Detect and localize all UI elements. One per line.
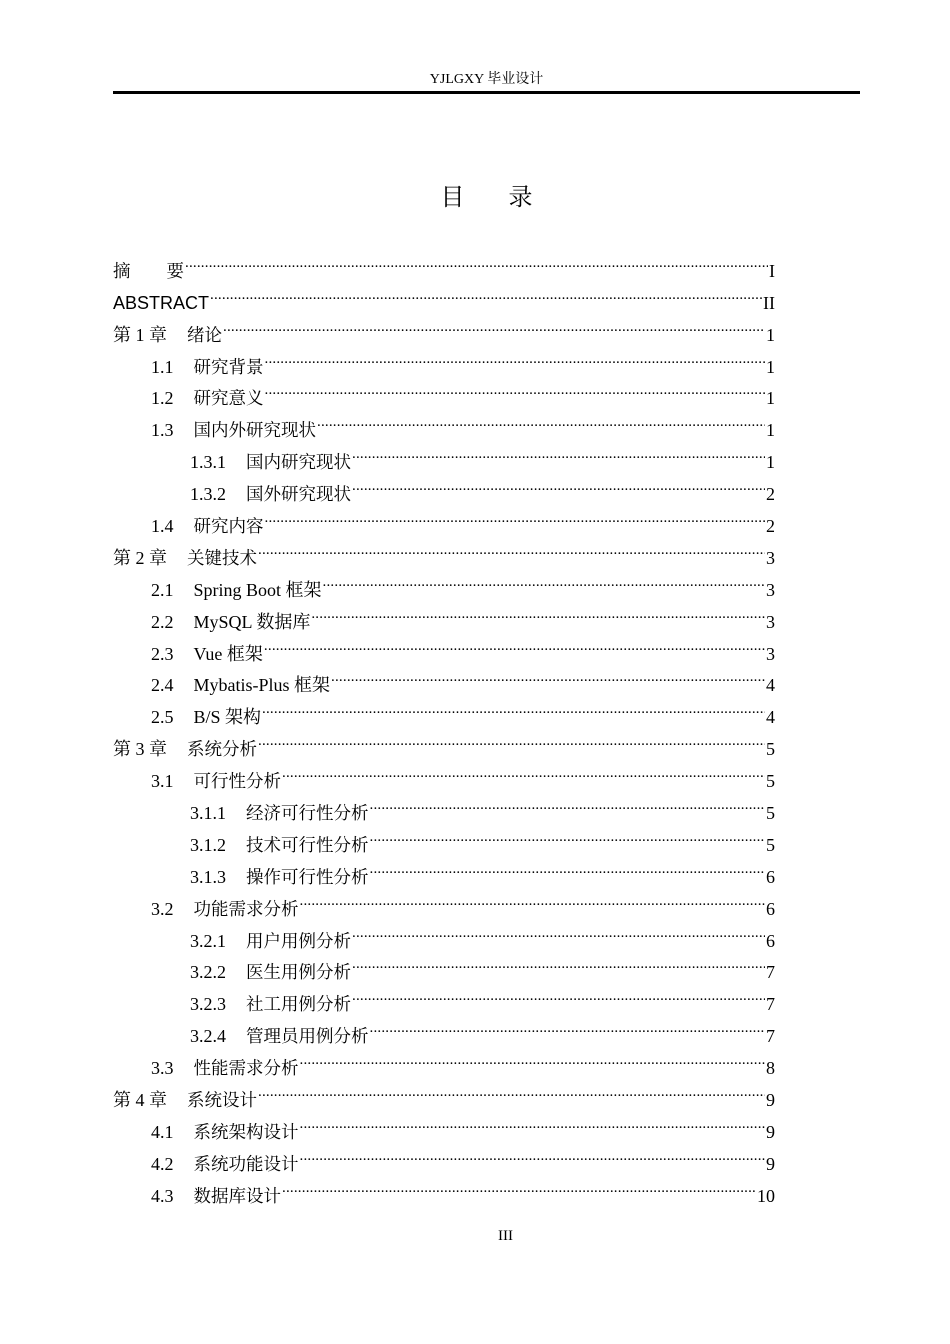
dot-leader	[300, 1138, 766, 1170]
toc-entry-number: 4.3	[151, 1185, 174, 1206]
toc-entry-number: 1.3.2	[190, 484, 226, 505]
toc-entry-title: 功能需求分析	[193, 899, 299, 920]
toc-entry-title: 可行性分析	[193, 772, 281, 793]
dot-leader	[323, 564, 765, 596]
toc-entry-title: 用户用例分析	[246, 931, 351, 952]
dot-leader	[223, 309, 765, 341]
toc-entry-number: 3.1.3	[190, 866, 226, 887]
toc-entry-title: 经济可行性分析	[246, 804, 369, 825]
toc-entry-title: 国外研究现状	[246, 485, 351, 506]
toc-entry-title: 系统分析	[187, 740, 257, 761]
toc-entry-title: 摘要	[113, 261, 184, 282]
toc-entry-title: 系统架构设计	[193, 1122, 299, 1143]
toc-entry-number: 1.1	[151, 356, 174, 377]
toc-entry-page: 1	[766, 452, 775, 473]
toc-entry-page: 1	[766, 420, 775, 441]
dot-leader	[300, 1042, 766, 1074]
toc-entry-title: 研究背景	[193, 357, 264, 378]
toc-entry-number: 2.2	[151, 611, 174, 632]
toc-entry-page: 5	[766, 834, 775, 855]
dot-leader	[210, 277, 762, 309]
toc-entry-page: 5	[766, 771, 775, 792]
toc-entry-page: II	[763, 292, 775, 313]
toc-entry-page: 3	[766, 643, 775, 664]
toc-title: 目录	[440, 183, 577, 211]
toc-entry-title: Mybatis-Plus 框架	[193, 675, 331, 696]
table-of-contents	[113, 245, 775, 1207]
toc-entry-page: 2	[766, 484, 775, 505]
toc-entry-page: 7	[766, 1026, 775, 1047]
toc-entry-page: 1	[766, 388, 775, 409]
toc-entry-number: 3.2.3	[190, 994, 226, 1015]
toc-entry-title: 关键技术	[187, 548, 257, 569]
toc-entry-number: 2.5	[151, 707, 174, 728]
toc-entry-number: 3.2.2	[190, 962, 226, 983]
toc-entry-title: 医生用例分析	[246, 963, 351, 984]
toc-entry-title: 系统设计	[187, 1091, 257, 1112]
dot-leader	[258, 532, 765, 564]
toc-entry-page: 8	[766, 1058, 775, 1079]
toc-entry-page: 3	[766, 611, 775, 632]
toc-entry-page: 9	[766, 1153, 775, 1174]
dot-leader	[370, 819, 766, 851]
toc-entry-page: I	[769, 260, 775, 281]
dot-leader	[300, 883, 766, 915]
dot-leader	[352, 915, 765, 947]
toc-entry-title: 社工用例分析	[246, 995, 351, 1016]
dot-leader	[258, 723, 765, 755]
toc-entry-page: 9	[766, 1121, 775, 1142]
dot-leader	[262, 691, 765, 723]
toc-entry[interactable]	[113, 309, 775, 346]
toc-entry-number: 1.2	[151, 388, 174, 409]
dot-leader	[370, 851, 766, 883]
dot-leader	[265, 500, 766, 532]
toc-entry-title: 国内外研究现状	[193, 421, 316, 442]
toc-entry-title: 绪论	[187, 325, 222, 346]
toc-entry-number: 2.4	[151, 675, 174, 696]
dot-leader	[265, 341, 766, 373]
toc-entry-page: 7	[766, 962, 775, 983]
dot-leader	[185, 245, 768, 277]
toc-entry-page: 5	[766, 803, 775, 824]
toc-entry-title: 国内研究现状	[246, 453, 351, 474]
toc-entry-number: 4.1	[151, 1121, 174, 1142]
dot-leader	[352, 436, 765, 468]
dot-leader	[282, 755, 765, 787]
toc-entry-number: 3.1.1	[190, 803, 226, 824]
toc-entry-title: 数据库设计	[193, 1186, 281, 1207]
toc-entry[interactable]	[113, 245, 775, 282]
toc-entry-page: 10	[757, 1185, 775, 1206]
toc-entry-number: 3.2	[151, 898, 174, 919]
toc-entry-number: 2.3	[151, 643, 174, 664]
toc-entry-number: 2.1	[151, 579, 174, 600]
dot-leader	[300, 1106, 766, 1138]
toc-entry-title: ABSTRACT	[113, 292, 210, 313]
toc-entry-number: 3.2.1	[190, 930, 226, 951]
toc-entry-page: 7	[766, 994, 775, 1015]
toc-entry-number: 1.3.1	[190, 452, 226, 473]
page-header: YJLGXY 毕业设计	[429, 72, 544, 87]
toc-entry-page: 6	[766, 930, 775, 951]
toc-entry-page: 1	[766, 356, 775, 377]
dot-leader	[317, 404, 765, 436]
toc-entry-page: 9	[766, 1090, 775, 1111]
toc-entry-title: Spring Boot 框架	[193, 579, 322, 600]
toc-entry-title: 研究内容	[193, 517, 264, 538]
toc-entry[interactable]	[113, 277, 775, 313]
dot-leader	[352, 978, 765, 1010]
dot-leader	[282, 1170, 756, 1202]
dot-leader	[331, 660, 765, 692]
header-rule	[113, 91, 860, 94]
toc-entry-page: 6	[766, 898, 775, 919]
dot-leader	[264, 628, 765, 660]
page-number: III	[498, 1228, 513, 1244]
dot-leader	[311, 596, 765, 628]
toc-entry-number: 第 2 章	[113, 547, 167, 568]
dot-leader	[352, 947, 765, 979]
toc-entry-page: 3	[766, 547, 775, 568]
toc-entry-number: 3.1.2	[190, 834, 226, 855]
toc-entry-number: 3.2.4	[190, 1026, 226, 1047]
toc-entry-title: 性能需求分析	[193, 1059, 299, 1080]
toc-entry-title: MySQL 数据库	[193, 611, 311, 632]
toc-entry-number: 第 3 章	[113, 739, 167, 760]
toc-entry-number: 第 1 章	[113, 324, 167, 345]
toc-entry-page: 2	[766, 516, 775, 537]
dot-leader	[370, 787, 766, 819]
toc-entry-title: 管理员用例分析	[246, 1027, 369, 1048]
dot-leader	[258, 1074, 765, 1106]
dot-leader	[265, 373, 766, 405]
toc-entry-title: 系统功能设计	[193, 1154, 299, 1175]
toc-entry-number: 3.1	[151, 771, 174, 792]
toc-entry-number: 3.3	[151, 1058, 174, 1079]
toc-entry-page: 4	[766, 675, 775, 696]
toc-entry-page: 5	[766, 739, 775, 760]
toc-entry-page: 6	[766, 866, 775, 887]
toc-entry-title: B/S 架构	[193, 707, 262, 728]
toc-entry-number: 1.4	[151, 516, 174, 537]
toc-entry-number: 4.2	[151, 1153, 174, 1174]
toc-entry-title: 操作可行性分析	[246, 867, 369, 888]
dot-leader	[370, 1010, 766, 1042]
toc-entry-number: 1.3	[151, 420, 174, 441]
toc-entry-page: 3	[766, 579, 775, 600]
toc-entry-title: 技术可行性分析	[246, 835, 369, 856]
toc-entry-title: 研究意义	[193, 389, 264, 410]
toc-entry-page: 4	[766, 707, 775, 728]
toc-entry-page: 1	[766, 324, 775, 345]
toc-entry-title: Vue 框架	[193, 643, 263, 664]
dot-leader	[352, 468, 765, 500]
toc-entry-number: 第 4 章	[113, 1090, 167, 1111]
